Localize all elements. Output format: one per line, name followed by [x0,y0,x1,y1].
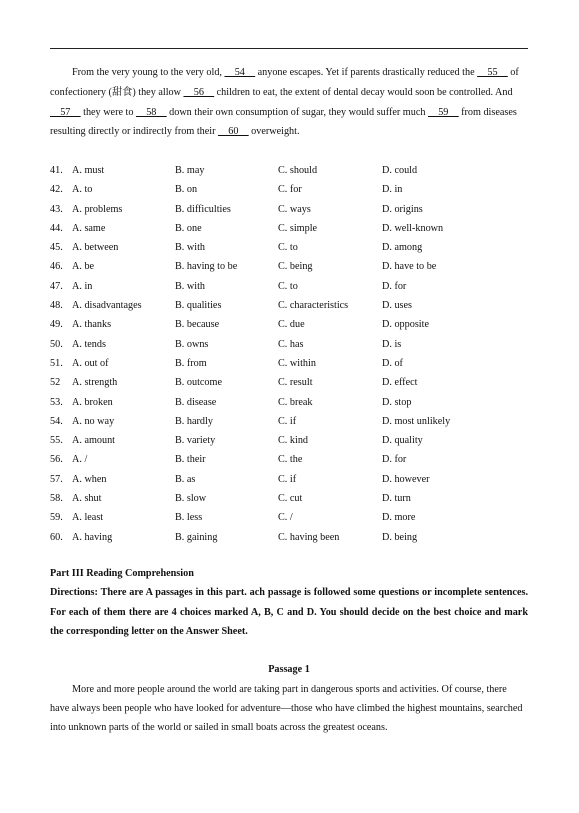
option-a: A. between [72,242,119,254]
option-c: C. if [278,473,297,485]
option-d: D. have to be [382,261,437,273]
blank-57: __57__ [50,107,81,118]
option-b: B. hardly [175,415,213,427]
header-rule [50,48,528,49]
question-number: 57. [50,473,63,485]
cloze-text: from diseases [458,107,517,118]
option-b: B. with [175,242,206,254]
option-d: D. in [382,184,403,196]
option-a: A. problems [72,203,123,215]
choice-row [50,257,528,276]
option-b: B. with [175,280,206,292]
choice-row [50,335,528,354]
choice-row [50,277,528,296]
question-number: 42. [50,184,63,196]
choice-row [50,200,528,219]
cloze-line-1 [50,63,528,83]
choice-row [50,373,528,392]
option-d: D. being [382,531,418,543]
option-d: D. most unlikely [382,415,451,427]
option-d: D. well-known [382,222,444,234]
option-a: A. tends [72,338,106,350]
cloze-text: of [507,67,519,78]
choice-row [50,219,528,238]
option-b: B. slow [175,493,207,505]
option-b: B. outcome [175,377,222,389]
option-b: B. may [175,165,205,176]
option-b: B. variety [175,435,216,447]
option-c: C. to [278,242,298,254]
option-a: A. broken [72,396,113,408]
option-b: B. having to be [175,261,238,273]
option-c: C. being [278,261,313,273]
option-d: D. is [382,338,402,350]
option-a: A. strength [72,377,118,389]
option-a: A. thanks [72,319,112,331]
cloze-text: they were to [80,107,137,118]
option-b: B. because [175,319,220,331]
option-c: C. within [278,357,316,369]
option-c: C. due [278,319,305,331]
option-a: A. / [72,454,88,466]
choice-row [50,412,528,431]
cloze-line-4 [50,122,528,142]
blank-58: __58__ [136,107,167,118]
choice-row [50,296,528,315]
section-directions: Directions: There are A passages in this part. ach passage is followed some questions or incomplete sentences. For each of them there are 4 choices marked A, B, C and D. You should decide on the best choice and mark the corresponding letter on the Answer Sheet. [50,587,528,638]
option-c: C. having been [278,531,340,543]
option-d: D. quality [382,435,423,447]
question-number: 52 [50,377,61,389]
option-d: D. for [382,454,407,466]
option-a: A. when [72,473,107,485]
question-number: 53. [50,396,63,408]
choice-row [50,489,528,508]
option-a: A. amount [72,435,116,447]
option-c: C. simple [278,222,318,234]
choice-row [50,528,528,547]
option-b: B. one [175,222,202,234]
cloze-line-2 [50,83,528,103]
choice-row [50,508,528,527]
option-d: D. could [382,165,418,176]
option-d: D. opposite [382,319,429,331]
option-b: B. as [175,473,196,485]
blank-54: __54__ [224,67,256,78]
passage-line-1: More and more people around the world are taking part in dangerous sports and activities. Of course, there [72,684,507,695]
option-d: D. turn [382,493,411,505]
option-d: D. more [382,512,416,524]
option-a: A. must [72,165,105,176]
cloze-text: resulting directly or indirectly from their [50,126,219,137]
blank-55: __55__ [477,67,508,78]
passage-title: Passage 1 [268,664,310,675]
option-d: D. among [382,242,423,254]
option-d: D. origins [382,203,423,215]
cloze-text: anyone escapes. Yet if parents drastically reduced the [255,67,478,78]
choice-row [50,393,528,412]
option-a: A. be [72,261,95,273]
option-b: B. disease [175,396,217,408]
cloze-text: down their own consumption of sugar, they would suffer much [166,107,428,118]
question-number: 59. [50,512,63,524]
cloze-text: confectionery (甜食) they allow [50,87,184,98]
choices-list [50,161,528,547]
option-a: A. out of [72,357,109,369]
choice-row [50,315,528,334]
option-c: C. cut [278,493,303,505]
section-title: Part III Reading Comprehension [50,568,194,579]
question-number: 49. [50,319,63,331]
option-c: C. should [278,165,318,176]
question-number: 44. [50,222,63,234]
question-number: 50. [50,338,63,350]
option-c: C. if [278,415,297,427]
option-d: D. effect [382,377,418,389]
question-number: 48. [50,300,63,312]
option-a: A. least [72,512,104,524]
cloze-text: children to eat, the extent of dental decay would soon be controlled. And [214,87,513,98]
option-d: D. uses [382,300,412,312]
option-c: C. ways [278,203,311,215]
question-number: 58. [50,493,63,505]
option-d: D. for [382,280,407,292]
question-number: 46. [50,261,63,273]
option-a: A. shut [72,493,102,505]
option-a: A. same [72,222,106,234]
question-number: 54. [50,415,63,427]
choice-row [50,238,528,257]
choice-row [50,354,528,373]
option-b: B. their [175,454,206,466]
option-b: B. qualities [175,300,222,312]
cloze-line-3 [50,103,528,123]
option-a: A. in [72,280,93,292]
passage-line-2: have always been people who have looked for adventure—those who have climbed the highest mountains, searched [50,703,523,714]
question-number: 51. [50,357,63,369]
blank-60: __60__ [218,126,249,137]
choice-row [50,180,528,199]
option-a: A. having [72,531,113,543]
option-c: C. / [278,512,293,524]
option-c: C. result [278,377,313,389]
option-a: A. no way [72,415,115,427]
blank-59: __59__ [428,107,459,118]
passage-line-3: into unknown parts of the world or sailed in small boats across the greatest oceans. [50,722,388,733]
choice-row [50,161,528,180]
question-number: 45. [50,242,63,254]
choice-row [50,450,528,469]
option-d: D. however [382,473,430,485]
option-c: C. the [278,454,303,466]
option-c: C. has [278,338,304,350]
option-c: C. characteristics [278,300,349,312]
option-b: B. owns [175,338,209,350]
option-b: B. gaining [175,531,218,543]
choice-row [50,431,528,450]
choice-row [50,470,528,489]
question-number: 56. [50,454,63,466]
cloze-text: overweight. [248,126,300,137]
option-c: C. kind [278,435,309,447]
option-b: B. from [175,357,207,369]
question-number: 41. [50,165,63,176]
option-c: C. to [278,280,298,292]
question-number: 55. [50,435,63,447]
option-d: D. stop [382,396,412,408]
question-number: 47. [50,280,63,292]
question-number: 43. [50,203,63,215]
option-b: B. difficulties [175,203,231,215]
question-number: 60. [50,531,63,543]
option-b: B. less [175,512,203,524]
option-d: D. of [382,357,403,369]
option-a: A. disadvantages [72,300,142,312]
option-a: A. to [72,184,93,196]
blank-56: __56__ [183,87,215,98]
cloze-text: From the very young to the very old, [72,67,225,78]
option-c: C. break [278,396,313,408]
option-b: B. on [175,184,198,196]
option-c: C. for [278,184,302,196]
